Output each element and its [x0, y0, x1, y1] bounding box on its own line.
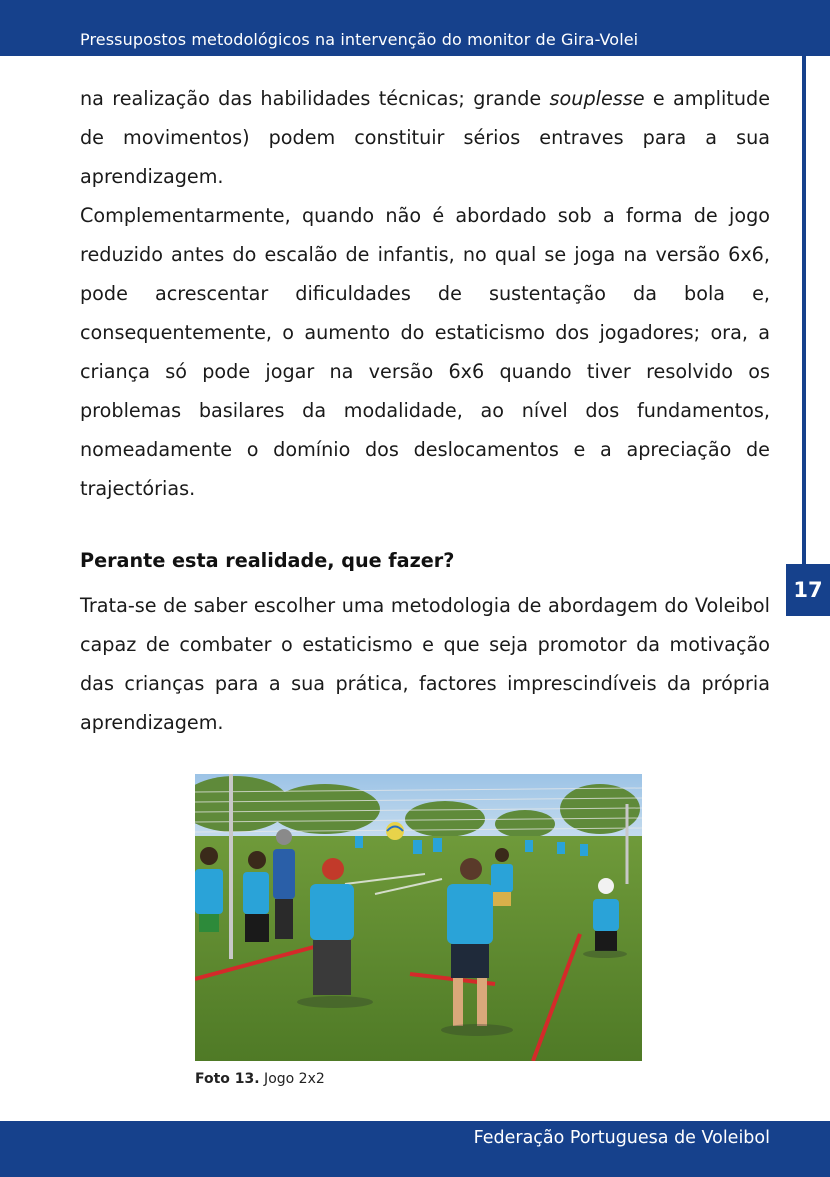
page-number: 17	[786, 564, 830, 616]
paragraph-continuation-end: e amplitude de movimentos) podem constituir sérios entraves para a sua aprendizagem.	[80, 87, 770, 188]
footer-text: Federação Portuguesa de Voleibol	[473, 1128, 770, 1148]
caption-label: Foto 13.	[195, 1071, 260, 1087]
paragraph-complement-text: Complementarmente, quando não é abordado sob a forma de jogo reduzido antes do escalão de infantis, no qual se joga na versão 6x6, pode acrescentar dificuldades de sustentação da bola e, consequentemente, o aumento do estaticismo dos jogadores; ora, a criança só pode jogar na versão 6x6 quando tiver resolvido os problemas basilares da modalidade, ao nível dos fundamentos, nomeadamente o domínio dos deslocamentos e a apreciação de trajectórias.	[80, 204, 770, 500]
photo-caption	[195, 1071, 325, 1087]
caption-text: Jogo 2x2	[259, 1071, 325, 1087]
side-rule	[802, 56, 806, 564]
paragraph-continuation	[80, 79, 770, 196]
paragraph-answer-text: Trata-se de saber escolher uma metodologia de abordagem do Voleibol capaz de combater o estaticismo e que seja promotor da motivação das crianças para a sua prática, factores imprescindíveis da própria aprendizagem.	[80, 594, 770, 734]
header-title: Pressupostos metodológicos na intervenção do monitor de Gira-Volei	[80, 30, 639, 49]
paragraph-continuation-start: na realização das habilidades técnicas; grande	[80, 87, 550, 110]
paragraph-answer	[80, 586, 770, 742]
header-bar	[0, 0, 830, 56]
emphasis-souplesse: souplesse	[549, 87, 645, 110]
paragraph-complement	[80, 196, 770, 508]
section-heading: Perante esta realidade, que fazer?	[80, 549, 455, 572]
photo-illustration	[195, 774, 642, 1061]
footer-bar	[0, 1121, 830, 1177]
photo-volleyball-game	[195, 774, 642, 1061]
